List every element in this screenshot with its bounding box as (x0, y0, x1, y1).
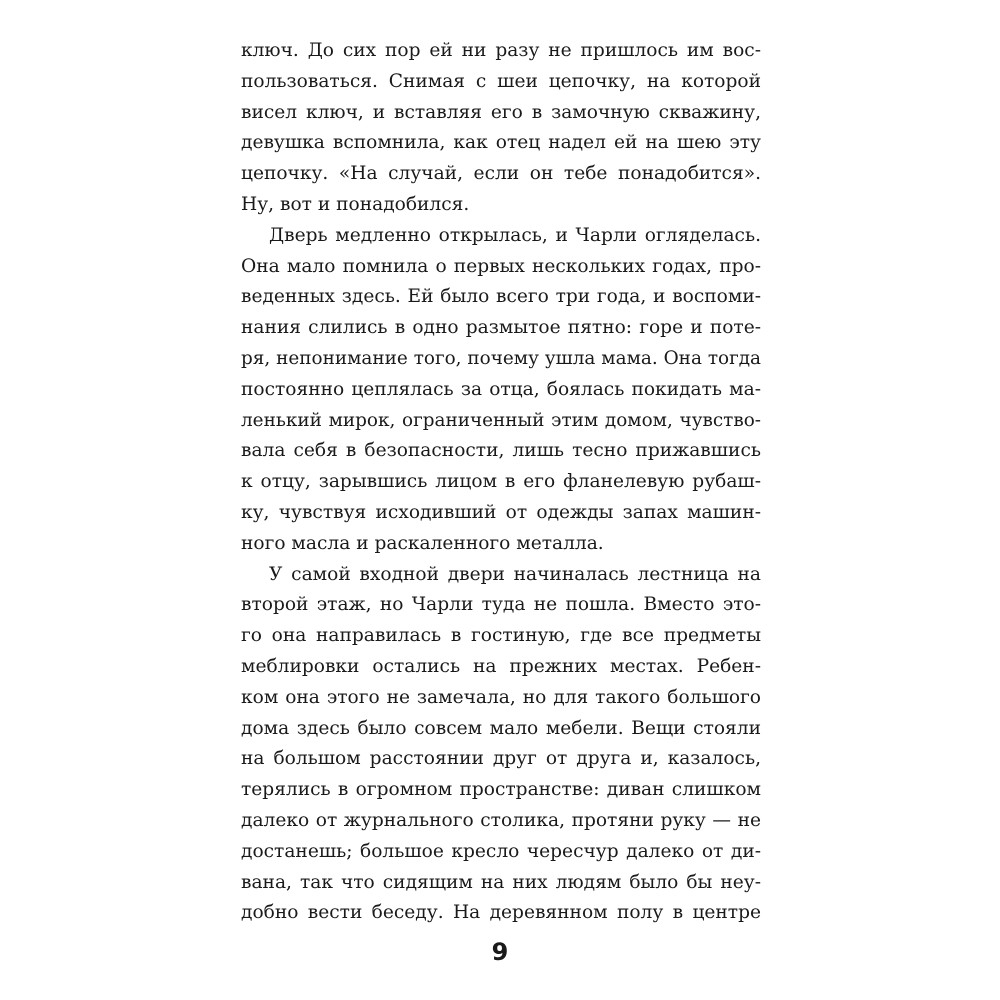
text-line: добно вести беседу. На деревянном полу в центре (241, 902, 761, 924)
text-line: нания слились в одно размытое пятно: горе и поте- (241, 317, 761, 339)
text-line: далеко от журнального столика, протяни руку — не (241, 809, 761, 831)
text-line: ку, чувствуя исходивший от одежды запах машин- (241, 501, 761, 523)
text-line: вала себя в безопасности, лишь тесно прижавшись (241, 440, 761, 462)
text-line: пользоваться. Снимая с шеи цепочку, на которой (241, 70, 761, 92)
paragraph (241, 36, 761, 221)
text-line: ключ. До сих пор ей ни разу не пришлось им вос- (241, 40, 761, 61)
text-line: ря, непонимание того, почему ушла мама. Она тогда (241, 347, 761, 369)
text-line: на большом расстоянии друг от друга и, казалось, (241, 748, 761, 770)
text-line: висел ключ, и вставляя его в замочную скважину, (241, 101, 761, 123)
text-line: Ну, вот и понадобился. (241, 193, 470, 215)
text-line: го она направилась в гостиную, где все предметы (241, 625, 761, 647)
text-line: Она мало помнила о первых нескольких годах, про- (241, 255, 761, 277)
text-line: цепочку. «На случай, если он тебе понадобится». (241, 163, 761, 185)
paragraph (241, 221, 761, 560)
text-line: вана, так что сидящим на них людям было бы неу- (241, 871, 761, 893)
text-line: второй этаж, но Чарли туда не пошла. Вместо это- (241, 594, 761, 616)
text-line: ком она этого не замечала, но для такого большого (241, 686, 761, 708)
text-line: к отцу, зарывшись лицом в его фланелевую рубаш- (241, 471, 761, 493)
text-line: веденных здесь. Ей было всего три года, и воспоми- (241, 286, 761, 308)
text-line: ленький мирок, ограниченный этим домом, чувство- (241, 409, 761, 431)
text-line: дома здесь было совсем мало мебели. Вещи стояли (241, 717, 761, 739)
text-line: терялись в огромном пространстве: диван слишком (241, 779, 761, 801)
page-number: 9 (491, 938, 509, 966)
text-line: Дверь медленно открылась, и Чарли огляделась. (269, 224, 761, 246)
paragraph (241, 560, 761, 930)
text-line: У самой входной двери начиналась лестница на (269, 563, 761, 585)
text-line: ного масла и раскаленного металла. (241, 532, 604, 554)
text-line: меблировки остались на прежних местах. Ребен- (241, 655, 761, 677)
text-line: девушка вспомнила, как отец надел ей на шею эту (241, 132, 761, 154)
body-text (241, 36, 761, 929)
text-line: достанешь; большое кресло чересчур далеко от ди- (241, 840, 761, 862)
text-line: постоянно цеплялась за отца, боялась покидать ма- (241, 378, 761, 400)
